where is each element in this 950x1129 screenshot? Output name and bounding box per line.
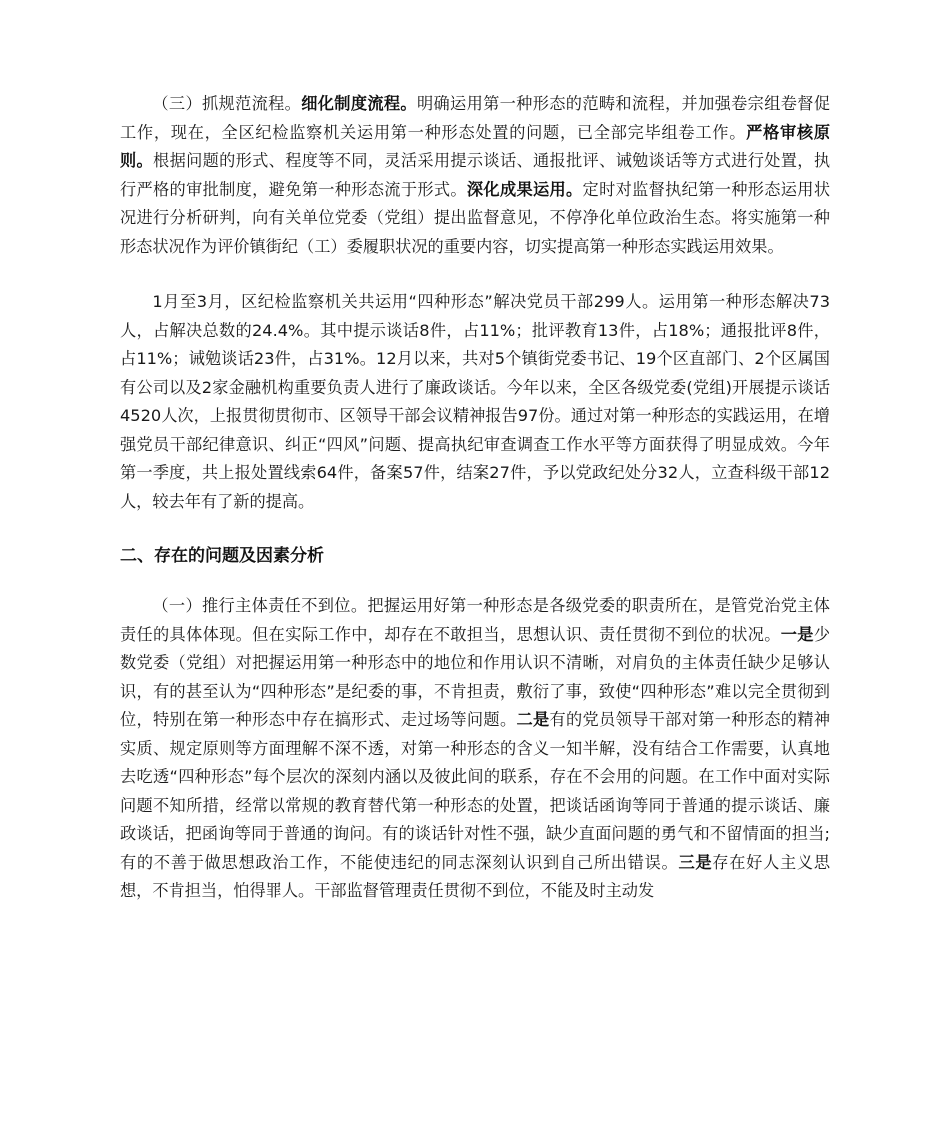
- text-run: 少数党委（党组）对把握运用第一种形态中的地位和作用认识不清晰，对肩负的主体责任缺少足够认识，有的甚至认为“四种形态”是纪委的事，不肯担责，敷衍了事，致使“四种形态”难以完全贯彻到位，特别在第一种形态中存在搞形式、走过场等问题。: [120, 624, 831, 729]
- paragraph-main-responsibility: [120, 592, 830, 906]
- text-run: 存在好人主义思想，不肯担当，怕得罪人。干部监督管理责任贯彻不到位，不能及时主动发: [120, 852, 831, 900]
- bold-marker-second: 二是: [516, 710, 550, 729]
- text-run: 有的党员领导干部对第一种形态的精神实质、规定原则等方面理解不深不透，对第一种形态的含义一知半解，没有结合工作需要，认真地去吃透“四种形态”每个层次的深刻内涵以及彼此间的联系，存在不会用的问题。在工作中面对实际问题不知所措，经常以常规的教育替代第一种形态的处置，把谈话函询等同于普通的提示谈话、廉政谈话，把函询等同于普通的询问。有的谈话针对性不强，缺少直面问题的勇气和不留情面的担当;有的不善于做思想政治工作，不能使违纪的同志深刻认识到自己所出错误。: [120, 710, 831, 872]
- paragraph-statistics: 1月至3月，区纪检监察机关共运用“四种形态”解决党员干部299人。运用第一种形态解决73人，占解决总数的24.4%。其中提示谈话8件，占11%；批评教育13件，占18%；通报批评8件，占11%；诫勉谈话23件，占31%。12月以来，共对5个镇街党委书记、19个区直部门、2个区属国有公司以及2家金融机构重要负责人进行了廉政谈话。今年以来，全区各级党委(党组)开展提示谈话4520人次，上报贯彻贯彻市、区领导干部会议精神报告97份。通过对第一种形态的实践运用，在增强党员干部纪律意识、纠正“四风”问题、提高执纪审查调查工作水平等方面获得了明显成效。今年第一季度，共上报处置线索64件，备案57件，结案27件，予以党政纪处分32人，立查科级干部12人，较去年有了新的提高。: [120, 292, 830, 511]
- text-run: 明确运用第一种形态的范畴和流程，并加强卷宗组卷督促工作，现在，全区纪检监察机关运用第一种形态处置的问题，已全部完毕组卷工作。: [120, 94, 831, 142]
- text-run: （一）推行主体责任不到位。把握运用好第一种形态是各级党委的职责所在，是管党治党主体责任的具体体现。但在实际工作中，却存在不敢担当，思想认识、责任贯彻不到位的状况。: [120, 596, 830, 644]
- bold-heading-strict-review: 严格审核原则。: [120, 122, 831, 170]
- bold-heading-refine-system: 细化制度流程。: [301, 94, 417, 113]
- text-run: （三）抓规范流程。: [152, 94, 302, 113]
- section-heading: 二、存在的问题及因素分析: [120, 546, 324, 566]
- text-run: 定时对监督执纪第一种形态运用状况进行分析研判，向有关单位党委（党组）提出监督意见，不停净化单位政治生态。将实施第一种形态状况作为评价镇街纪（工）委履职状况的重要内容，切实提高第一种形态实践运用效果。: [120, 179, 831, 256]
- bold-marker-first: 一是: [780, 624, 814, 644]
- text-run: 根据问题的形式、程度等不同，灵活采用提示谈话、通报批评、诫勉谈话等方式进行处置，执行严格的审批制度，避免第一种形态流于形式。: [120, 151, 831, 199]
- document-page: [120, 90, 830, 906]
- bold-marker-third: 三是: [678, 852, 713, 872]
- bold-heading-deepen-results: 深化成果运用。: [466, 179, 583, 199]
- paragraph-standardize-process: [120, 90, 830, 261]
